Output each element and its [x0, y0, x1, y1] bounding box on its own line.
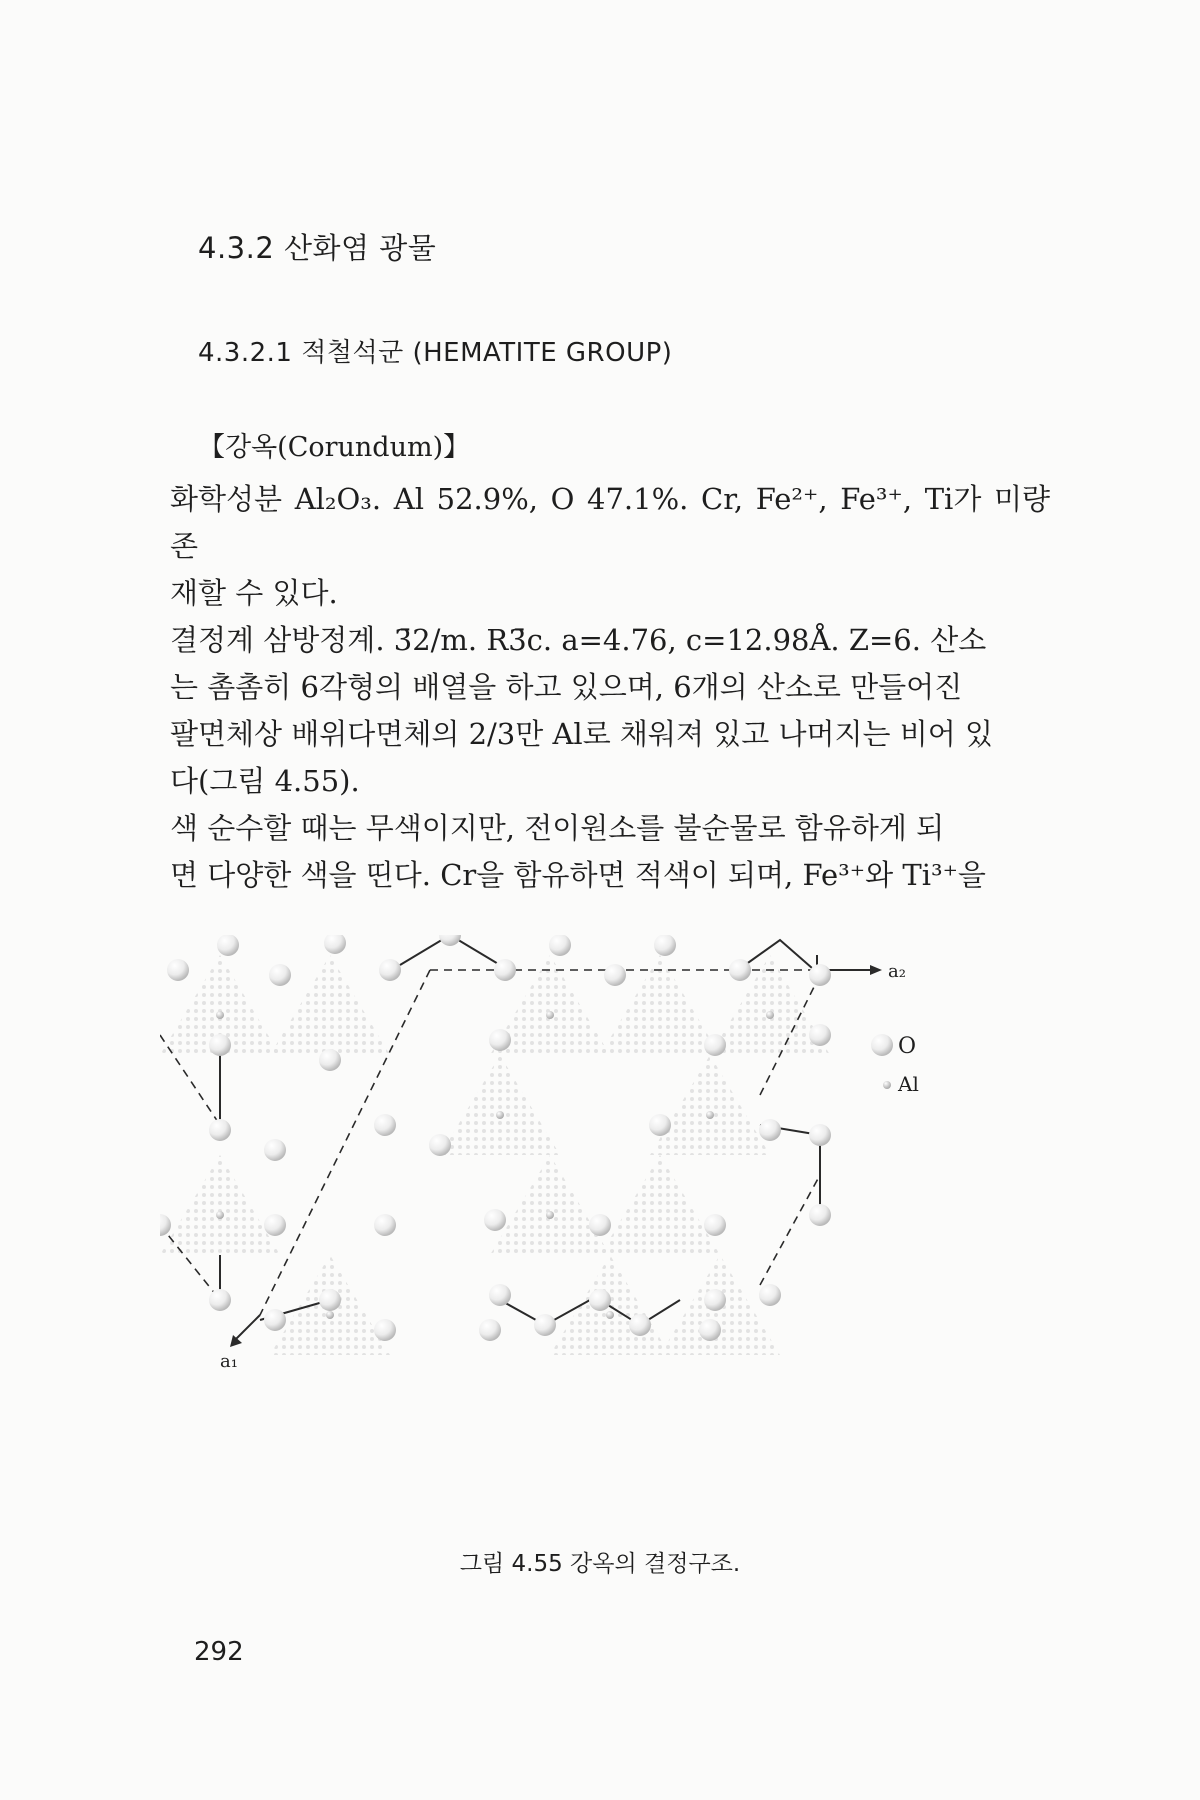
oxygen-atom	[549, 935, 571, 956]
figure-caption: 그림 4.55 강옥의 결정구조.	[459, 1551, 741, 1577]
oxygen-atom	[489, 1284, 511, 1306]
octahedron	[440, 1055, 560, 1155]
axis-a2-arrowhead	[870, 965, 882, 975]
oxygen-atom	[264, 1214, 286, 1236]
oxygen-atom	[264, 1309, 286, 1331]
aluminum-atom	[546, 1011, 554, 1019]
oxygen-atom	[589, 1289, 611, 1311]
aluminum-legend-symbol	[883, 1081, 891, 1089]
oxygen-atom	[729, 959, 751, 981]
oxygen-atom	[374, 1114, 396, 1136]
oxygen-atom	[319, 1049, 341, 1071]
oxygen-legend-symbol	[871, 1034, 893, 1056]
oxygen-legend-label: O	[898, 1034, 917, 1059]
section-heading: 4.3.2 산화염 광물	[198, 231, 437, 265]
oxygen-atom	[649, 1114, 671, 1136]
octahedron	[550, 1255, 670, 1355]
oxygen-atom	[704, 1214, 726, 1236]
aluminum-legend-label: Al	[898, 1072, 919, 1096]
oxygen-atom	[809, 1204, 831, 1226]
octahedron	[160, 1155, 280, 1255]
oxygen-atom	[654, 935, 676, 956]
page-number: 292	[194, 1637, 244, 1667]
octahedron	[650, 1055, 770, 1155]
paragraph-composition	[170, 476, 1050, 617]
oxygen-atom	[589, 1214, 611, 1236]
text-line: 결정계 삼방정계. 3̄2/m. R3̄c. a=4.76, c=12.98Å. Z=6. 산소	[170, 623, 987, 657]
oxygen-atom	[319, 1289, 341, 1311]
oxygen-atom	[704, 1289, 726, 1311]
oxygen-atom	[484, 1209, 506, 1231]
oxygen-atom	[809, 964, 831, 986]
text-line: 화학성분 Al₂O₃. Al 52.9%, O 47.1%. Cr, Fe²⁺, Fe³⁺, Ti가 미량 존	[170, 482, 1050, 563]
oxygen-atom	[429, 1134, 451, 1156]
text-line: 색 순수할 때는 무색이지만, 전이원소를 불순물로 함유하게 되	[170, 811, 945, 845]
text-line: 팔면체상 배위다면체의 2/3만 Al로 채워져 있고 나머지는 비어 있	[170, 717, 993, 751]
oxygen-atom	[160, 1214, 171, 1236]
axis-a1-label: a₁	[220, 1351, 238, 1372]
oxygen-atom	[809, 1024, 831, 1046]
oxygen-atom	[479, 1319, 501, 1341]
aluminum-atom	[326, 1311, 334, 1319]
aluminum-atom	[606, 1311, 614, 1319]
paragraph-color	[170, 805, 1050, 899]
oxygen-atom	[629, 1314, 651, 1336]
body-text	[170, 476, 1050, 899]
oxygen-atom	[759, 1119, 781, 1141]
aluminum-atom	[766, 1011, 774, 1019]
text-line: 다(그림 4.55).	[170, 764, 360, 798]
oxygen-atom	[269, 964, 291, 986]
oxygen-atom	[324, 935, 346, 954]
oxygen-atom	[439, 935, 461, 946]
aluminum-atom	[546, 1211, 554, 1219]
oxygen-atom	[264, 1139, 286, 1161]
oxygen-atom	[209, 1034, 231, 1056]
axis-a1-line	[235, 1315, 260, 1340]
axis-a1-arrowhead	[230, 1335, 242, 1347]
oxygen-atom	[534, 1314, 556, 1336]
oxygen-atom	[209, 1289, 231, 1311]
oxygen-atom	[379, 959, 401, 981]
dashed-line	[760, 1175, 820, 1285]
oxygen-atom	[167, 959, 189, 981]
oxygen-atom	[704, 1034, 726, 1056]
oxygen-atom	[217, 935, 239, 956]
aluminum-atom	[216, 1011, 224, 1019]
aluminum-atom	[216, 1211, 224, 1219]
paragraph-crystal-system	[170, 617, 1050, 805]
subsection-heading: 4.3.2.1 적철석군 (HEMATITE GROUP)	[198, 338, 673, 368]
octahedron	[490, 1155, 610, 1255]
text-line: 는 촘촘히 6각형의 배열을 하고 있으며, 6개의 산소로 만들어진	[170, 670, 963, 704]
octahedron	[600, 1155, 720, 1255]
oxygen-atom	[494, 959, 516, 981]
oxygen-atom	[374, 1319, 396, 1341]
oxygen-atom	[699, 1319, 721, 1341]
text-line: 재할 수 있다.	[170, 576, 338, 610]
oxygen-atom	[809, 1124, 831, 1146]
oxygen-atom	[374, 1214, 396, 1236]
aluminum-atom	[706, 1111, 714, 1119]
figure-legend	[871, 1034, 919, 1096]
corundum-structure-figure	[160, 935, 1060, 1415]
oxygen-atom	[209, 1119, 231, 1141]
oxygen-atom	[759, 1284, 781, 1306]
mineral-heading: 【강옥(Corundum)】	[198, 432, 471, 463]
axis-a2-label: a₂	[888, 961, 906, 982]
oxygen-atom	[604, 964, 626, 986]
aluminum-atoms	[216, 1011, 774, 1319]
text-line: 면 다양한 색을 띤다. Cr을 함유하면 적색이 되며, Fe³⁺와 Ti³⁺을	[170, 858, 986, 892]
aluminum-atom	[496, 1111, 504, 1119]
oxygen-atom	[489, 1029, 511, 1051]
